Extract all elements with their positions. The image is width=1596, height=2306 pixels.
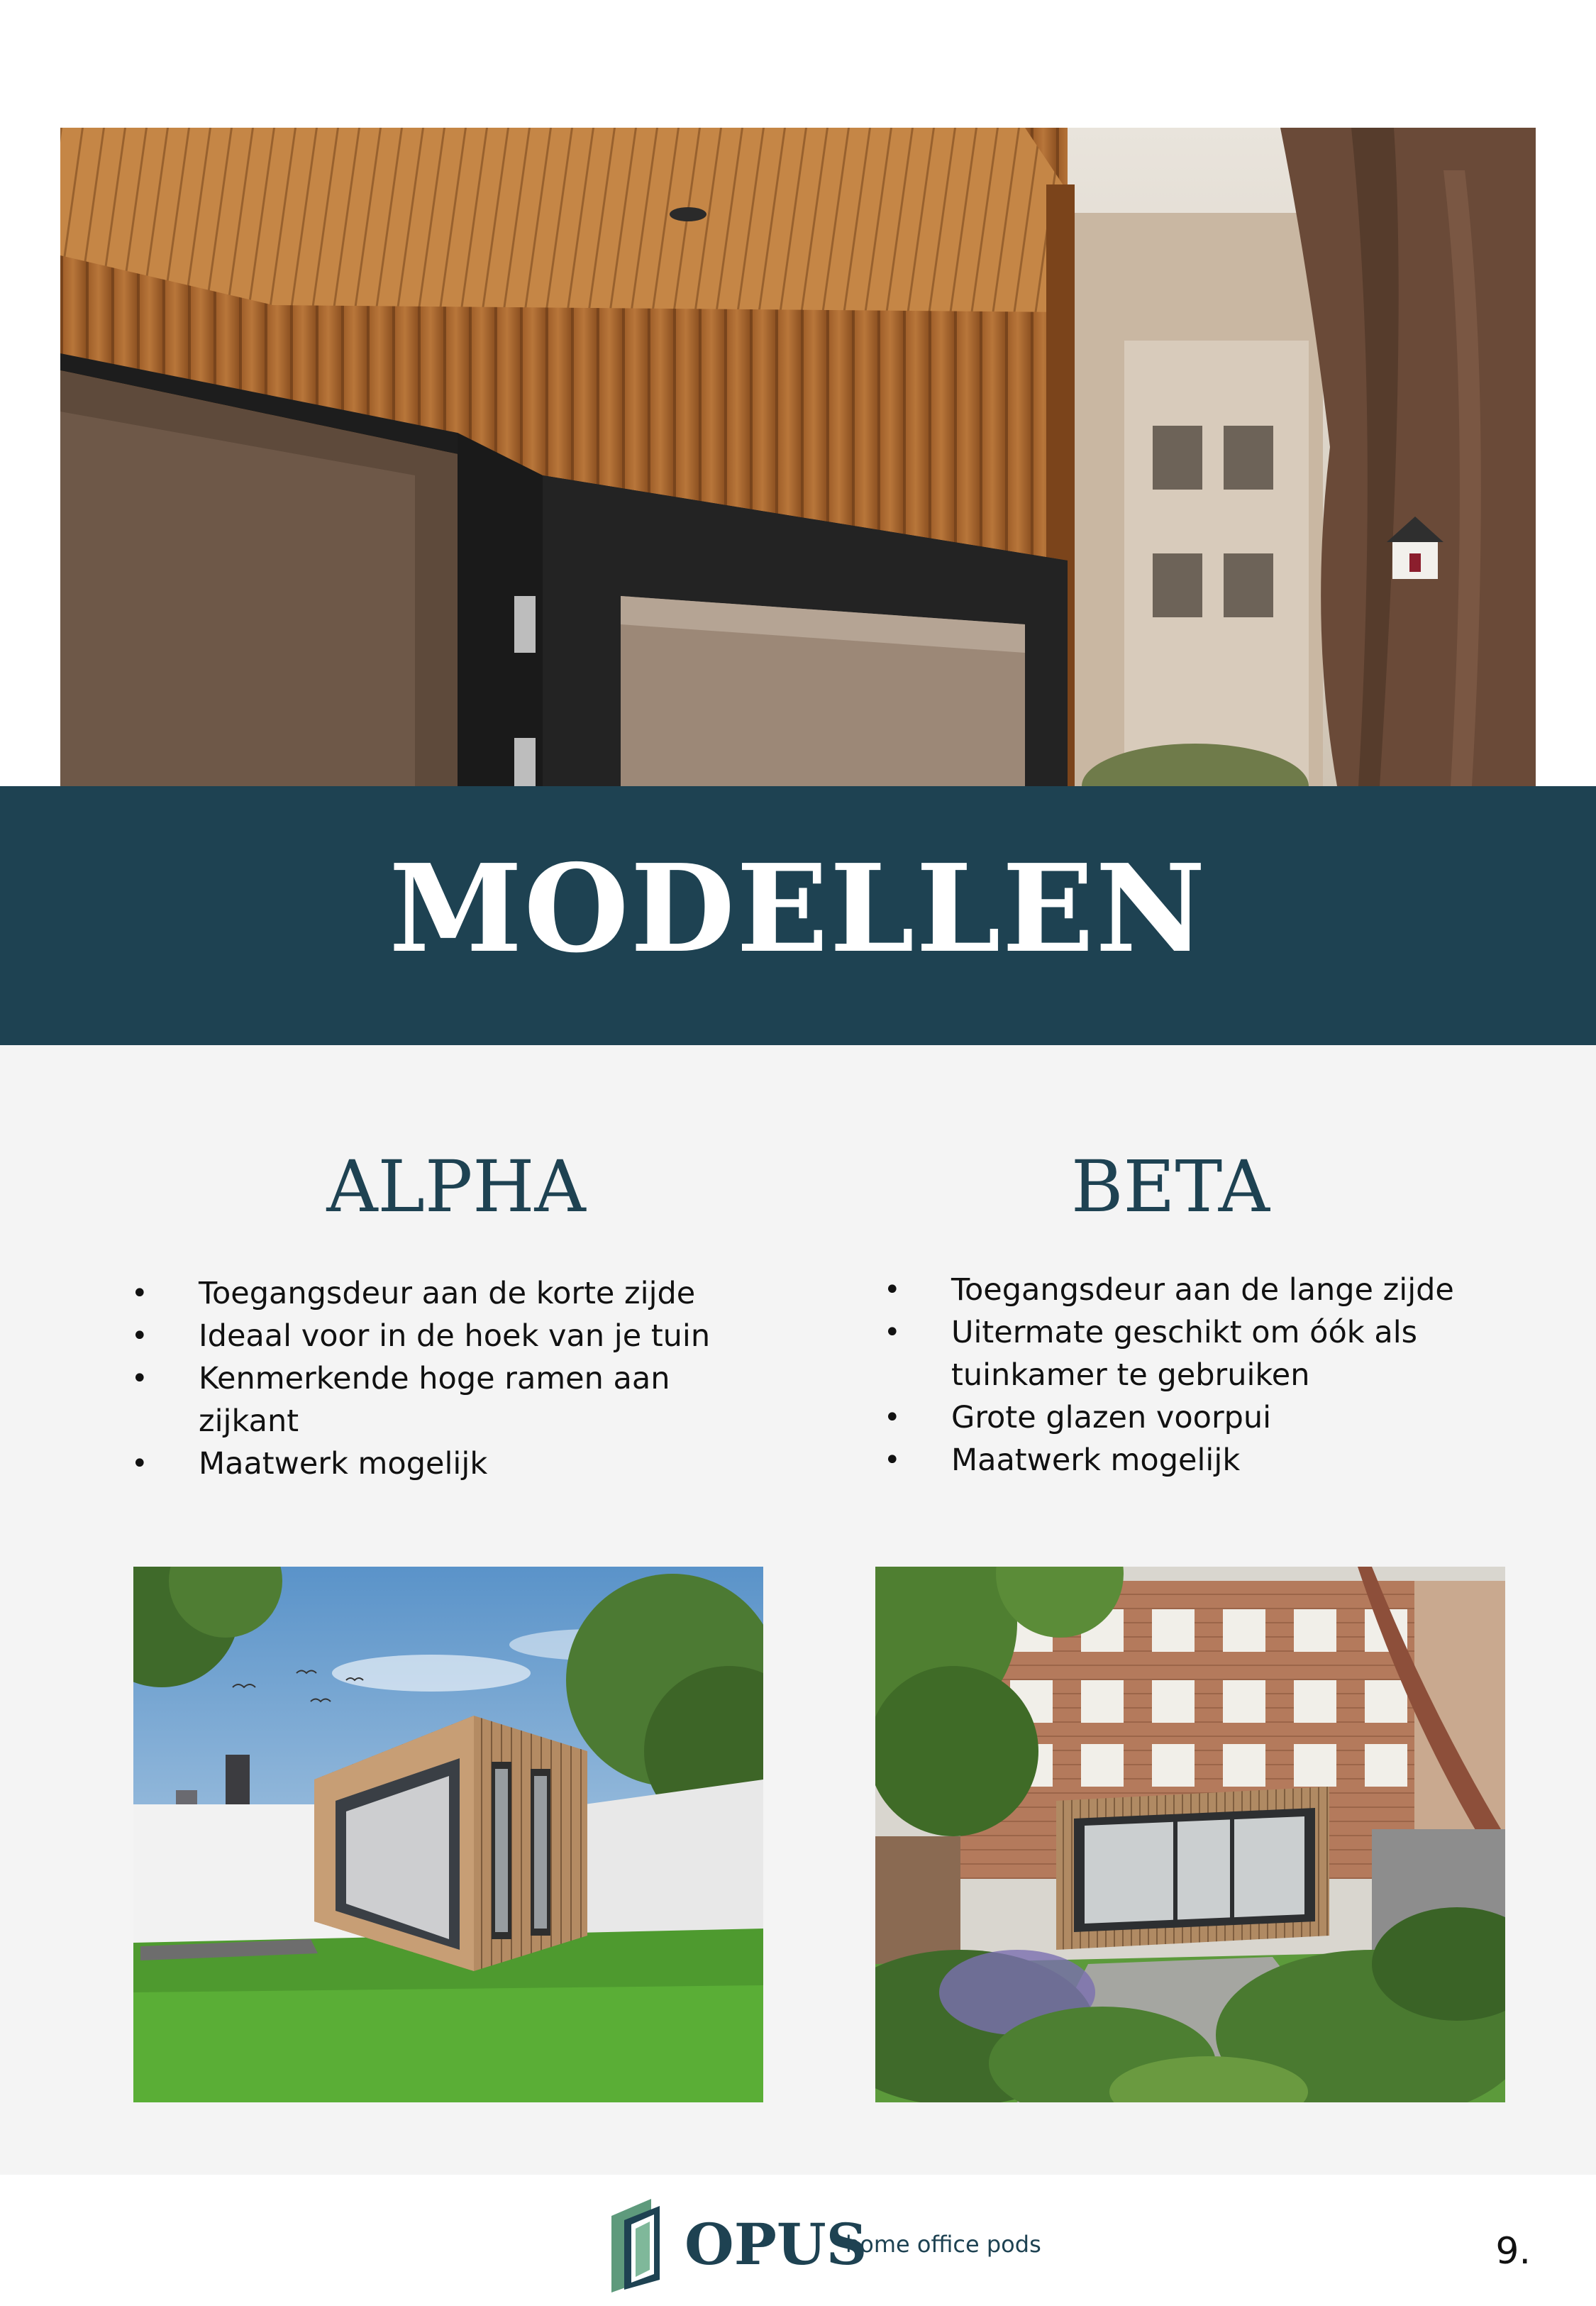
models-section: [0, 1045, 1596, 2175]
alpha-feature-list: [131, 1272, 770, 1485]
list-item: • Ideaal voor in de hoek van je tuin: [131, 1315, 770, 1357]
model-heading-alpha: ALPHA: [326, 1145, 586, 1228]
brand-tagline: home office pods: [846, 2231, 1041, 2258]
list-item: • Uitermate geschikt om óók als tuinkamer te gebruiken: [884, 1311, 1487, 1396]
brand-name: OPUS: [685, 2211, 868, 2278]
list-item: • Maatwerk mogelijk: [131, 1442, 770, 1485]
title-band: [0, 786, 1596, 1045]
page-number: 9.: [1495, 2230, 1531, 2273]
list-item: • Kenmerkende hoge ramen aan zijkant: [131, 1357, 770, 1442]
opus-logo-icon: [609, 2195, 672, 2297]
alpha-photo: [133, 1567, 763, 2102]
list-item: • Maatwerk mogelijk: [884, 1439, 1487, 1482]
footer: [0, 2175, 1596, 2306]
beta-photo: [875, 1567, 1505, 2102]
hero-photo: [60, 128, 1536, 786]
beta-feature-list: [884, 1269, 1487, 1482]
list-item: • Toegangsdeur aan de lange zijde: [884, 1269, 1487, 1311]
page-title: MODELLEN: [389, 838, 1207, 980]
list-item: • Grote glazen voorpui: [884, 1396, 1487, 1439]
model-heading-beta: BETA: [1071, 1145, 1270, 1228]
list-item: • Toegangsdeur aan de korte zijde: [131, 1272, 770, 1315]
